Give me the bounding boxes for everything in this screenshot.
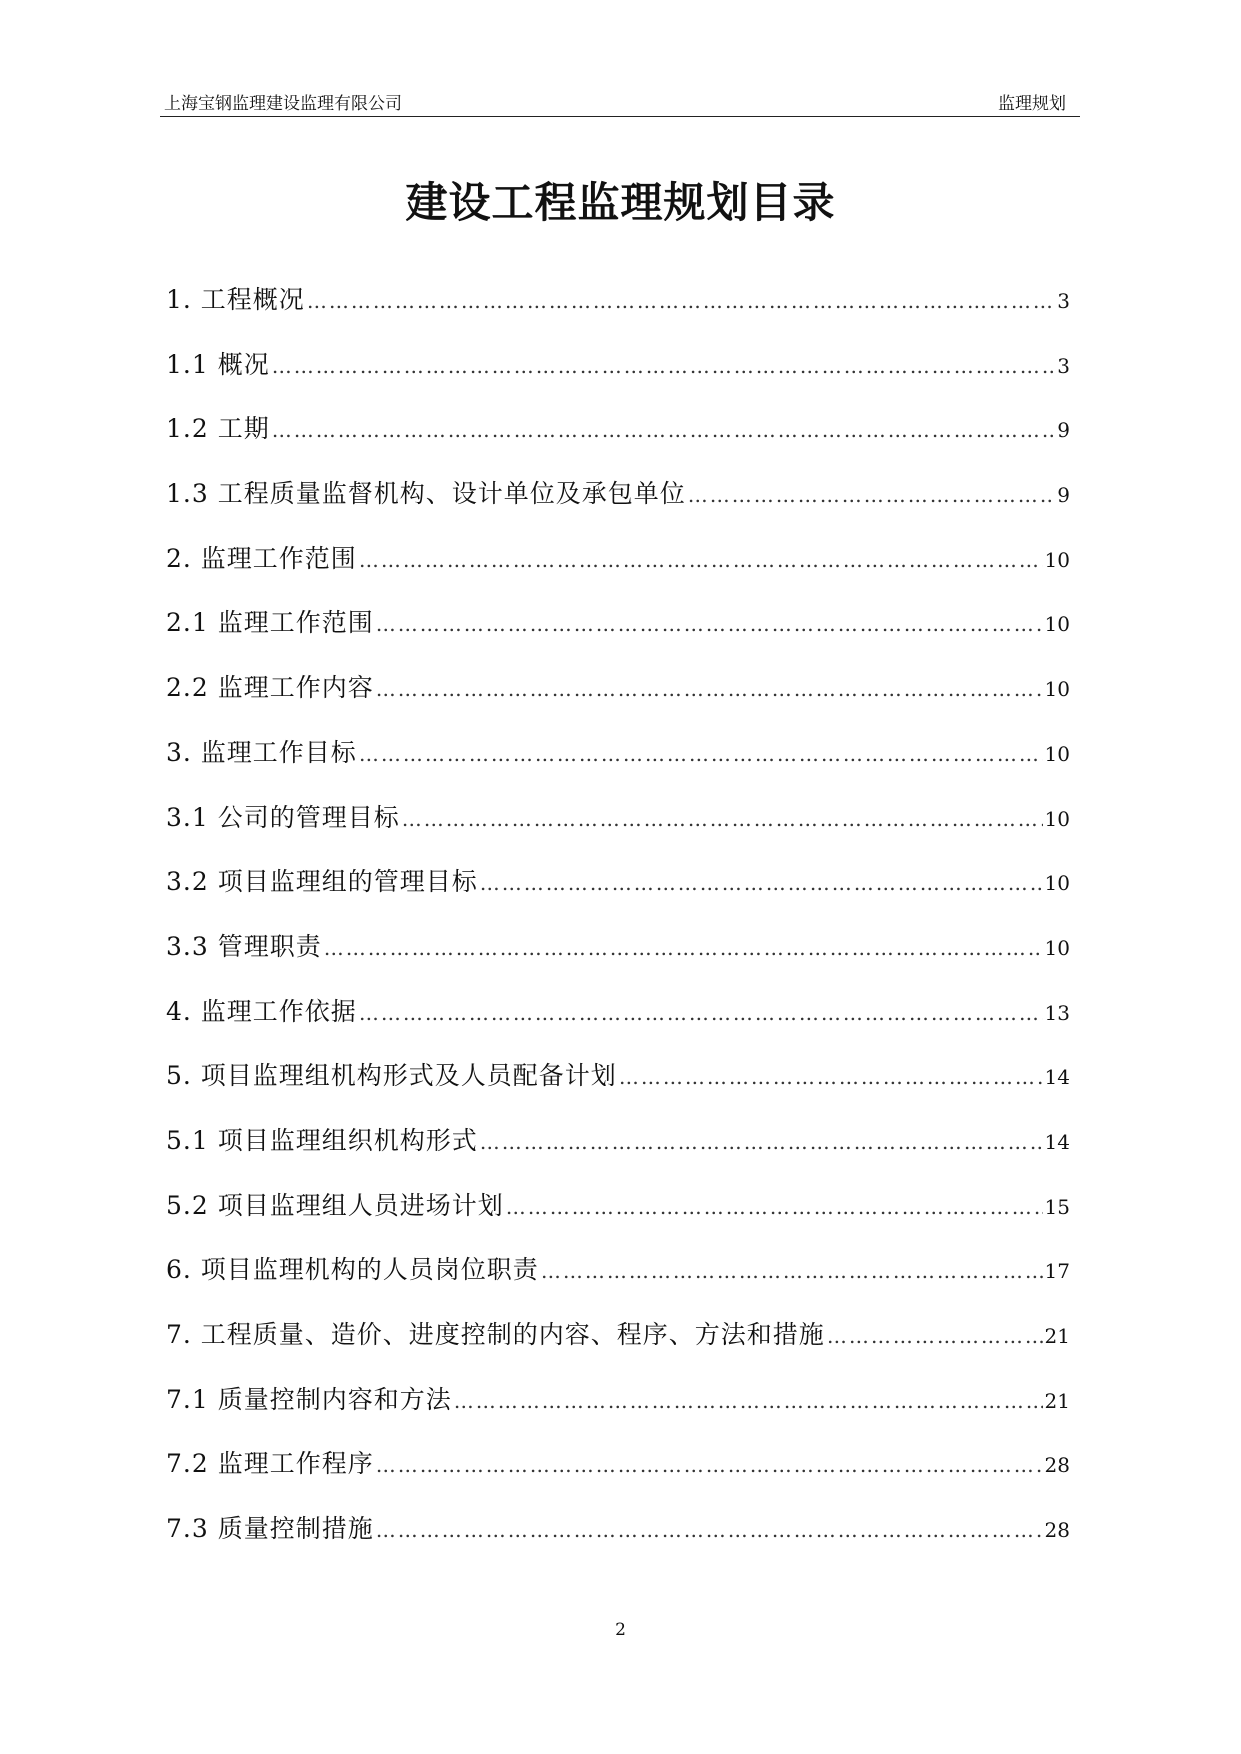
toc-entry-label: 2.2 监理工作内容 [166,673,374,703]
toc-entry[interactable] [166,409,1070,474]
toc-entry[interactable] [166,280,1070,345]
toc-leader-dots [506,1195,1043,1219]
toc-entry[interactable] [166,1380,1070,1445]
toc-entry[interactable] [166,1315,1070,1380]
toc-entry-page: 10 [1044,741,1070,766]
document-title: 建设工程监理规划目录 [405,178,836,227]
header-document-type: 监理规划 [998,94,1066,114]
toc-entry-label: 3. 监理工作目标 [166,737,357,767]
toc-entry-label: 7.1 质量控制内容和方法 [166,1384,452,1414]
toc-entry-page: 21 [1044,1388,1070,1413]
toc-entry-label: 3.1 公司的管理目标 [166,802,400,832]
toc-entry[interactable] [166,798,1070,863]
toc-entry[interactable] [166,862,1070,927]
toc-leader-dots [376,612,1043,636]
toc-entry[interactable] [166,1186,1070,1251]
toc-leader-dots [376,1453,1043,1477]
toc-entry-page: 3 [1057,353,1070,378]
page-header [160,86,1080,117]
toc-entry-label: 3.3 管理职责 [166,931,322,961]
toc-entry[interactable] [166,1121,1070,1186]
toc-entry-page: 17 [1044,1259,1070,1284]
toc-leader-dots [359,1001,1043,1025]
toc-leader-dots [272,354,1056,378]
toc-entry[interactable] [166,668,1070,733]
toc-entry-label: 1.3 工程质量监督机构、设计单位及承包单位 [166,479,686,509]
toc-entry-page: 21 [1044,1324,1070,1348]
toc-entry-page: 10 [1044,935,1070,960]
toc-entry-page: 10 [1044,547,1070,572]
toc-entry[interactable] [166,1250,1070,1315]
toc-leader-dots [376,1518,1043,1542]
toc-leader-dots [827,1324,1043,1348]
toc-entry-label: 7.3 质量控制措施 [166,1514,374,1544]
toc-entry[interactable] [166,1509,1070,1574]
toc-entry-page: 13 [1044,1000,1070,1025]
toc-entry-label: 4. 监理工作依据 [166,996,357,1026]
toc-entry-page: 10 [1044,806,1070,831]
toc-entry-label: 7.2 监理工作程序 [166,1449,374,1479]
toc-entry-page: 15 [1044,1194,1070,1219]
toc-entry-page: 10 [1044,871,1070,896]
toc-leader-dots [480,1130,1043,1154]
table-of-contents [166,280,1070,1574]
toc-entry-page: 10 [1044,677,1070,702]
toc-entry-label: 1.2 工期 [166,414,270,444]
toc-entry[interactable] [166,992,1070,1057]
toc-entry-label: 1. 工程概况 [166,285,305,314]
toc-entry-page: 9 [1057,483,1070,508]
toc-entry[interactable] [166,927,1070,992]
toc-entry-label: 2.1 监理工作范围 [166,608,374,638]
toc-leader-dots [402,807,1043,831]
toc-entry-label: 2. 监理工作范围 [166,543,357,573]
toc-entry-label: 1.1 概况 [166,349,270,379]
toc-leader-dots [619,1065,1043,1089]
toc-entry[interactable] [166,603,1070,668]
toc-entry-label: 5. 项目监理组机构形式及人员配备计划 [166,1061,617,1091]
toc-entry-page: 3 [1057,289,1070,313]
toc-entry[interactable] [166,539,1070,604]
toc-entry-label: 3.2 项目监理组的管理目标 [166,867,478,897]
toc-entry-page: 9 [1057,418,1070,443]
toc-leader-dots [480,871,1043,895]
toc-leader-dots [359,742,1043,766]
toc-entry[interactable] [166,1056,1070,1121]
toc-entry[interactable] [166,1444,1070,1509]
toc-leader-dots [272,418,1056,442]
toc-entry-label: 6. 项目监理机构的人员岗位职责 [166,1255,539,1285]
toc-leader-dots [376,677,1043,701]
toc-entry-page: 28 [1044,1453,1070,1478]
page-number: 2 [615,1620,626,1640]
toc-leader-dots [324,936,1043,960]
toc-leader-dots [454,1389,1043,1413]
toc-leader-dots [359,548,1043,572]
toc-entry-page: 10 [1044,612,1070,637]
toc-entry-page: 28 [1044,1518,1070,1543]
toc-entry-page: 14 [1044,1065,1070,1090]
header-company-name: 上海宝钢监理建设监理有限公司 [164,94,402,114]
toc-entry[interactable] [166,345,1070,410]
toc-entry-label: 7. 工程质量、造价、进度控制的内容、程序、方法和措施 [166,1320,825,1349]
toc-entry-page: 14 [1044,1129,1070,1154]
toc-entry-label: 5.1 项目监理组织机构形式 [166,1125,478,1155]
toc-entry-label: 5.2 项目监理组人员进场计划 [166,1190,504,1220]
toc-leader-dots [307,289,1055,313]
toc-leader-dots [541,1259,1043,1283]
toc-entry[interactable] [166,474,1070,539]
toc-leader-dots [688,483,1056,507]
toc-entry[interactable] [166,733,1070,798]
